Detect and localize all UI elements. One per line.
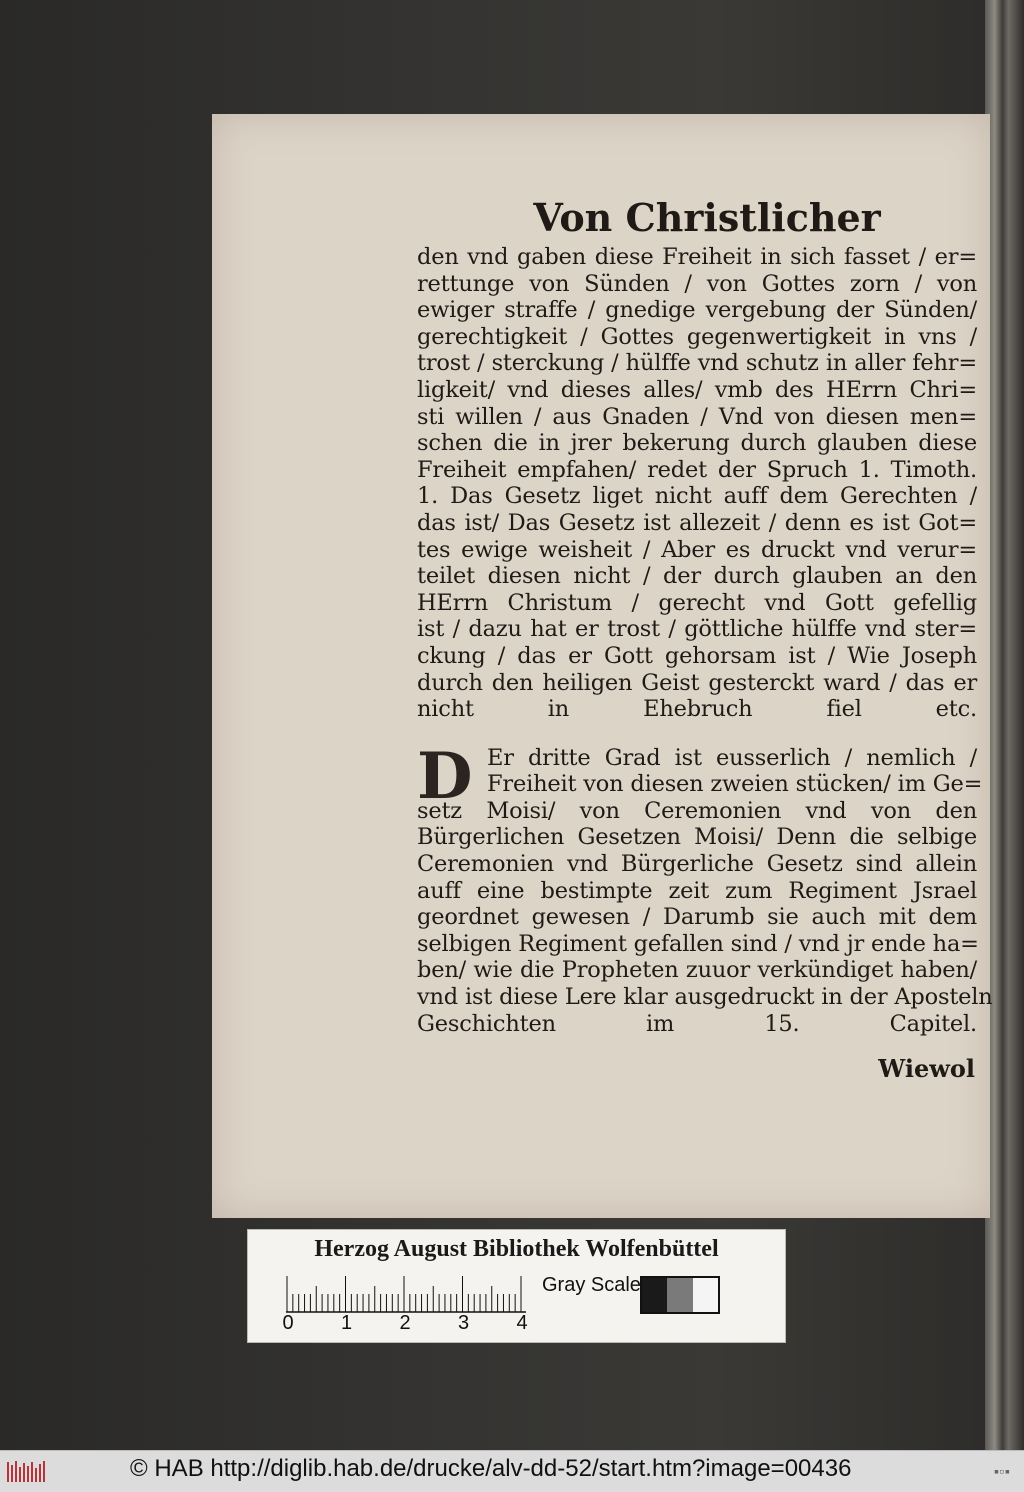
- gray-swatch: [642, 1278, 667, 1312]
- ruler-number: 0: [282, 1312, 294, 1334]
- ruler-number: 2: [399, 1312, 411, 1334]
- text-line: teilet diesen nicht / der durch glauben an den: [417, 563, 977, 590]
- page-text: [417, 194, 993, 1084]
- gray-swatch: [667, 1278, 692, 1312]
- paragraph-2-wrap: [417, 738, 993, 1038]
- footer-copyright-url[interactable]: © HAB http://diglib.hab.de/drucke/alv-dd-52/start.htm?image=00436: [130, 1455, 852, 1482]
- gray-swatch: [693, 1278, 718, 1312]
- text-line: selbigen Regiment gefallen sind / vnd jr ende ha=: [417, 930, 979, 957]
- ruler-number: 4: [516, 1312, 528, 1334]
- text-line: setz Moisi/ von Ceremonien vnd von den: [417, 797, 977, 824]
- catchword: Wiewol: [878, 1054, 975, 1084]
- text-line: ckung / das er Gott gehorsam ist / Wie Joseph: [417, 642, 977, 669]
- ruler-scale: [286, 1274, 526, 1314]
- text-line: trost / sterckung / hülffe vnd schutz in aller fehr=: [417, 350, 977, 377]
- text-line: tes ewige weisheit / Aber es druckt vnd verur=: [417, 536, 977, 563]
- drop-cap: D: [417, 738, 473, 814]
- ruler-number: 1: [340, 1312, 353, 1334]
- gray-scale-label: Gray Scale: [542, 1274, 641, 1296]
- gray-scale-card: [640, 1276, 720, 1314]
- paragraph-2: [417, 738, 993, 1038]
- book-spine-edge: [985, 0, 1024, 1450]
- text-line: nicht in Ehebruch fiel etc.: [417, 696, 977, 723]
- text-line: den vnd gaben diese Freiheit in sich fasset / er=: [417, 244, 977, 270]
- text-line: ist / dazu hat er trost / göttliche hülffe vnd ster=: [417, 616, 977, 643]
- book-page: [212, 114, 993, 1218]
- ruler-number: 3: [457, 1312, 470, 1334]
- text-line: Ceremonien vnd Bürgerliche Gesetz sind allein: [417, 851, 977, 878]
- library-title: Herzog August Bibliothek Wolfenbüttel: [314, 1236, 719, 1262]
- footer-dots: ▪▫▪: [993, 1467, 1010, 1477]
- text-line: das ist/ Das Gesetz ist allezeit / denn es ist Got=: [417, 509, 977, 536]
- text-line: 1. Das Gesetz liget nicht auff dem Gerechten /: [417, 483, 977, 510]
- text-line: ewiger straffe / gnedige vergebung der Sünden/: [417, 297, 977, 324]
- paragraph-1: [417, 244, 977, 723]
- text-line: sti willen / aus Gnaden / Vnd von diesen men=: [417, 403, 977, 430]
- text-line: geordnet gewesen / Darumb sie auch mit dem: [417, 904, 977, 931]
- text-line: ligkeit/ vnd dieses alles/ vmb des HErrn Chri=: [417, 376, 977, 403]
- text-line: schen die in jrer bekerung durch glauben diese: [417, 430, 977, 457]
- text-line: auff eine bestimpte zeit zum Regiment Jsrael: [417, 877, 977, 904]
- text-line: Er dritte Grad ist eusserlich / nemlich /: [487, 744, 977, 771]
- text-line: Bürgerlichen Gesetzen Moisi/ Denn die selbige: [417, 824, 977, 851]
- text-line: gerechtigkeit / Gottes gegenwertigkeit in vns /: [417, 323, 977, 350]
- running-heading: Von Christlicher: [533, 195, 881, 240]
- footer-bar: [0, 1450, 1024, 1492]
- hab-logo-icon: [6, 1459, 46, 1485]
- text-line: Geschichten im 15. Capitel.: [417, 1010, 977, 1037]
- ruler-numbers: [282, 1312, 542, 1336]
- text-line: Freiheit empfahen/ redet der Spruch 1. Timoth.: [417, 456, 977, 483]
- library-label: [247, 1229, 786, 1343]
- text-line: durch den heiligen Geist gesterckt ward / das er: [417, 669, 977, 696]
- text-line: rettunge von Sünden / von Gottes zorn / von: [417, 270, 977, 297]
- text-line: ben/ wie die Propheten zuuor verkündiget haben/: [417, 957, 977, 984]
- text-line: HErrn Christum / gerecht vnd Gott gefellig: [417, 589, 977, 616]
- text-line: Freiheit von diesen zweien stücken/ im Ge=: [487, 771, 983, 798]
- text-line: vnd ist diese Lere klar ausgedruckt in der Aposteln: [417, 984, 993, 1011]
